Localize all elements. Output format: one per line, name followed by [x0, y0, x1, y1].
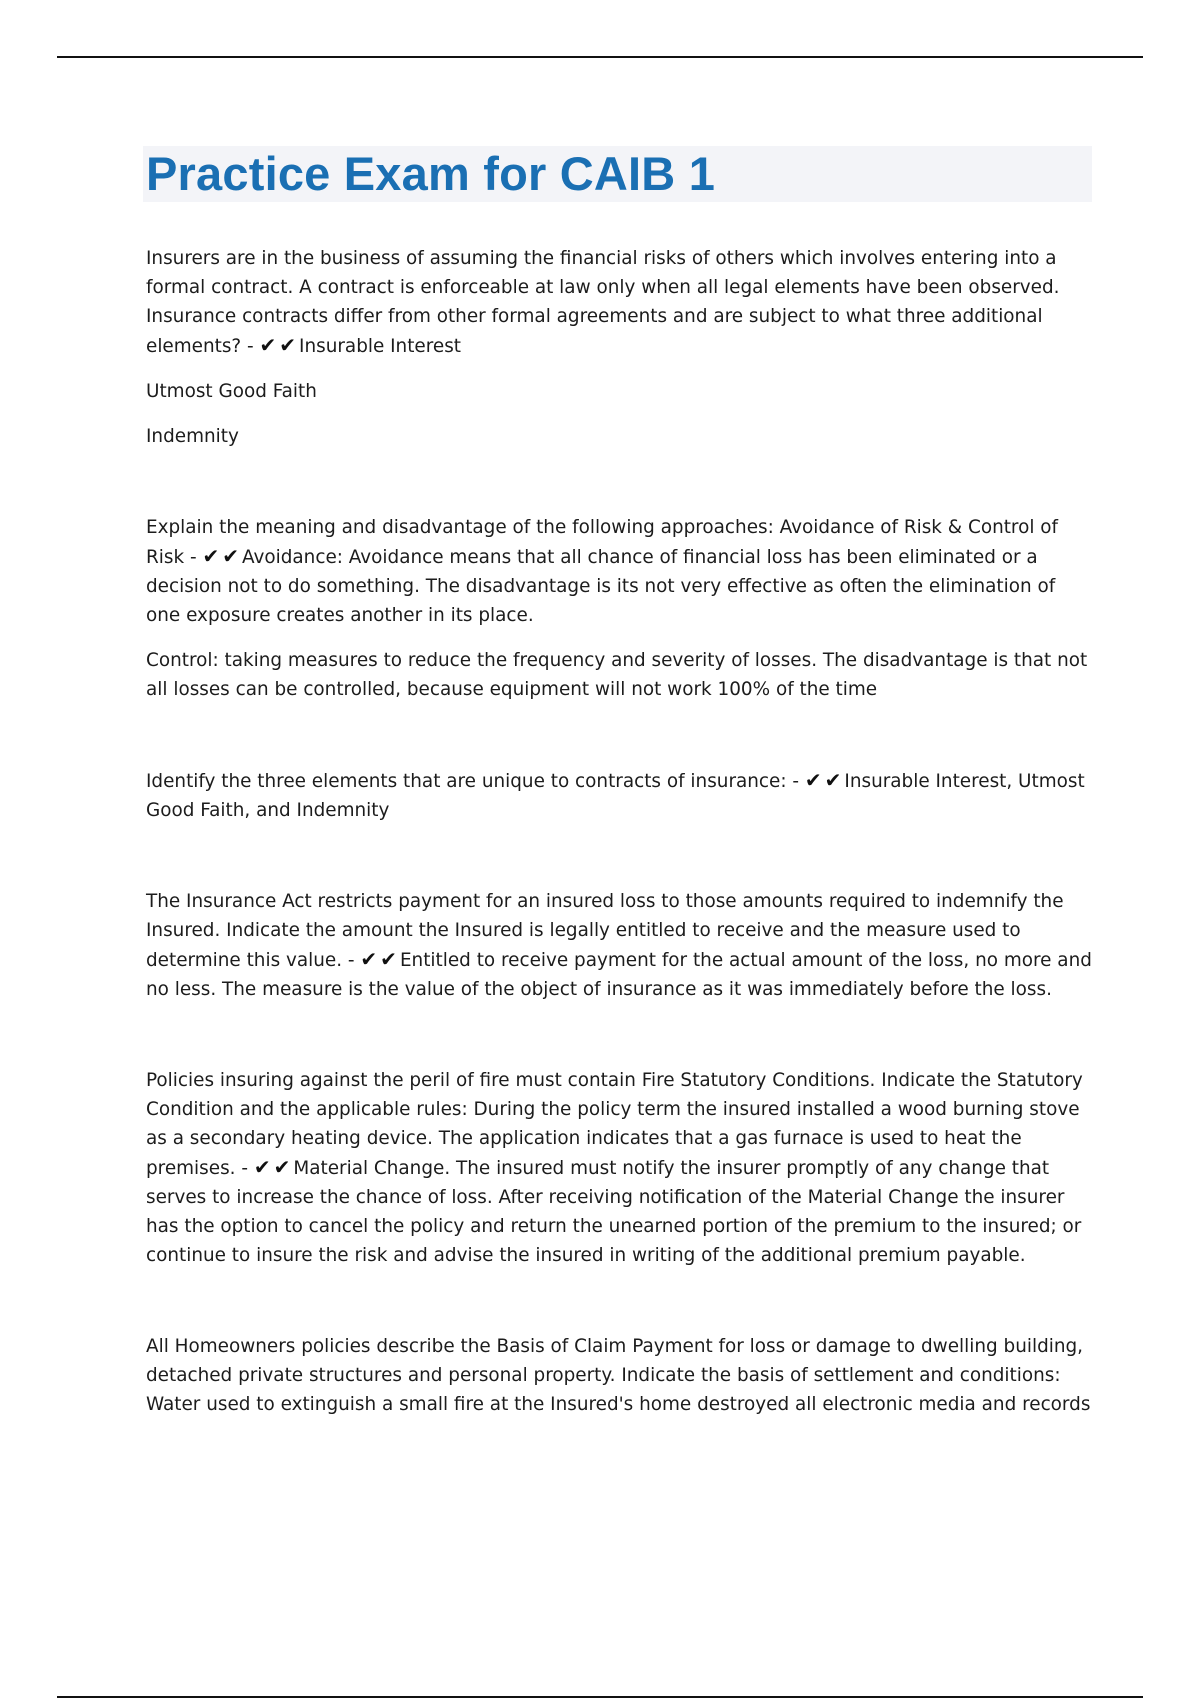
question-text: The Insurance Act restricts payment for an insured loss to those amounts required to indemnify the Insured. Indicate the amount the Insured is legally entitled to receive and the measure used to determine this value. - [146, 891, 1064, 971]
qa-item-2 [146, 513, 1092, 630]
answer-text: Insurable Interest, Utmost Good Faith, and Indemnity [146, 771, 1085, 821]
question-text: Insurers are in the business of assuming the financial risks of others which involves entering into a formal contract. A contract is enforceable at law only when all legal elements have been observed. Insurance contracts differ from other formal agreements and are subject to what three additional elements? - [146, 248, 1060, 357]
answer-line: Control: taking measures to reduce the frequency and severity of losses. The disadvantage is that not all losses can be controlled, because equipment will not work 100% of the time [146, 650, 1088, 700]
document-body [146, 244, 1092, 1419]
double-check-icon: ✔✔ [253, 1155, 294, 1179]
question-text: All Homeowners policies describe the Basis of Claim Payment for loss or damage to dwelling building, detached private structures and personal property. Indicate the basis of settlement and conditions: Water used to extinguish a small fire at the Insured's home destroyed all electronic media and records [146, 1336, 1091, 1415]
page-title: Practice Exam for CAIB 1 [146, 147, 716, 200]
double-check-icon: ✔✔ [804, 768, 845, 792]
double-check-icon: ✔✔ [259, 333, 300, 357]
qa-item-5 [146, 1066, 1092, 1270]
qa-item-1 [146, 244, 1092, 361]
answer-text: Insurable Interest [299, 336, 462, 357]
double-check-icon: ✔✔ [202, 544, 242, 568]
top-rule [57, 56, 1143, 58]
question-text: Identify the three elements that are unique to contracts of insurance: - [146, 771, 800, 792]
double-check-icon: ✔✔ [360, 947, 400, 971]
question-text: Policies insuring against the peril of fire must contain Fire Statutory Conditions. Indicate the Statutory Condition and the applicable rules: During the policy term the insured installed a wood burning stove as a secondary heating device. The application indicates that a gas furnace is used to heat the premises. - [146, 1070, 1083, 1179]
qa-item-6 [146, 1332, 1092, 1419]
answer-line: Utmost Good Faith [146, 381, 317, 402]
qa-item-4 [146, 887, 1092, 1004]
bottom-rule [57, 1696, 1143, 1698]
answer-text: Entitled to receive payment for the actual amount of the loss, no more and no less. The measure is the value of the object of insurance as it was immediately before the loss. [146, 950, 1092, 1000]
answer-text: Avoidance: Avoidance means that all chance of financial loss has been eliminated or a decision not to do something. The disadvantage is its not very effective as often the elimination of one exposure creates another in its place. [146, 547, 1056, 626]
answer-text: Material Change. The insured must notify the insurer promptly of any change that serves to increase the chance of loss. After receiving notification of the Material Change the insurer has the option to cancel the policy and return the unearned portion of the premium to the insured; or continue to insure the risk and advise the insured in writing of the additional premium payable. [146, 1158, 1082, 1266]
qa-item-3 [146, 766, 1092, 825]
answer-line: Indemnity [146, 426, 239, 447]
question-text: Explain the meaning and disadvantage of the following approaches: Avoidance of Risk & Control of Risk - [146, 517, 1059, 568]
